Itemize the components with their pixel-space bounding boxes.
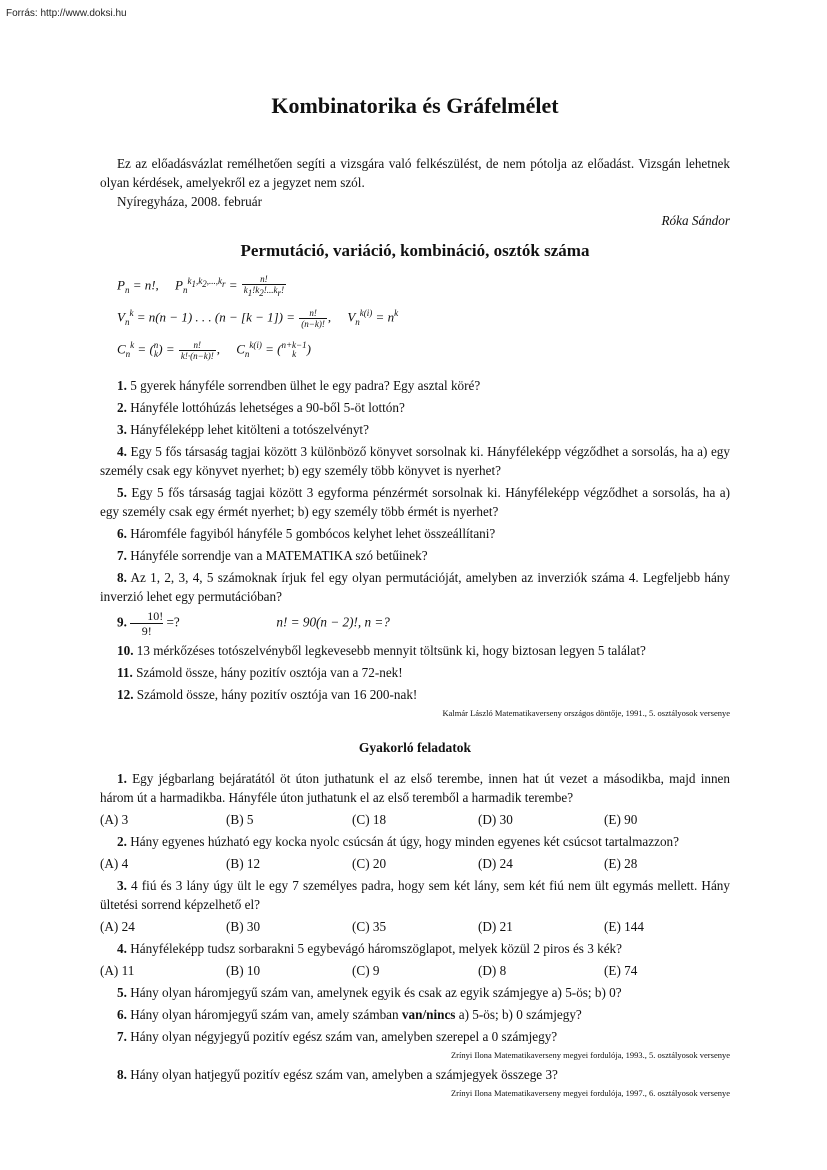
- answer-row-1: (A) 3 (B) 5 (C) 18 (D) 30 (E) 90: [100, 811, 638, 827]
- practice-question-4: 4. Hányféleképp tudsz sorbarakni 5 egybevágó háromszöglapot, melyek közül 2 piros és 3 kék?: [117, 940, 623, 956]
- intro-paragraph: Ez az előadásvázlat remélhetően segíti a vizsgára való felkészülést, de nem pótolja az előadást. Vizsgán lehetnek olyan kérdések, amelyekről ez a jegyzet nem szól.: [100, 156, 730, 190]
- formula-variation: $V_n^k = n(n - 1)$ . . . (n − [k − 1]) = $\frac{n!}{(n-k)!}$ , $V_n^{k(i)} = n^k$: [117, 307, 399, 329]
- question-2: 2. Hányféle lottóhúzás lehetséges a 90-ből 5-öt lottón?: [117, 399, 405, 415]
- citation-2: Zrínyi Ilona Matematikaverseny megyei fordulója, 1993., 5. osztályosok versenye: [450, 1049, 730, 1060]
- answer-row-2: (A) 4 (B) 12 (C) 20 (D) 24 (E) 28: [100, 855, 638, 871]
- question-7: 7. Hányféle sorrendje van a MATEMATIKA szó betűinek?: [117, 547, 428, 563]
- questions-section-2: [100, 769, 730, 1099]
- formula-block: [117, 270, 730, 366]
- section-title-permutations: Permutáció, variáció, kombináció, osztók száma: [240, 241, 590, 260]
- question-4: 4. Egy 5 fős társaság tagjai között 3 különböző könyvet sorsolnak ki. Hányféleképp végződhet a sorsolás, ha a) egy személy csak egy könyvet nyerhet; b) egy személy több könyvet is nyerhet?: [100, 443, 730, 478]
- question-6: 6. Háromféle fagyiból hányféle 5 gombócos kelyhet lehet összeállítani?: [117, 525, 496, 541]
- practice-question-3: 3. 4 fiú és 3 lány úgy ült le egy 7 személyes padra, hogy sem két lány, sem két fiú nem ült egymás mellett. Hány ültetési sorrend képzelhető el?: [100, 877, 730, 912]
- practice-question-6: 6. Hány olyan háromjegyű szám van, amely számban van/nincs a) 5-ös; b) 0 számjegy?: [117, 1006, 582, 1022]
- answer-row-4: (A) 11 (B) 10 (C) 9 (D) 8 (E) 74: [100, 962, 638, 978]
- question-3: 3. Hányféleképp lehet kitölteni a totószelvényt?: [117, 421, 369, 437]
- citation-1: Kalmár László Matematikaverseny országos döntője, 1991., 5. osztályosok versenye: [442, 707, 730, 718]
- questions-section-1: [100, 376, 730, 719]
- document-title: Kombinatorika és Gráfelmélet: [271, 93, 559, 118]
- question-1: 1. 5 gyerek hányféle sorrendben ülhet le egy padra? Egy asztal köré?: [117, 377, 481, 393]
- source-label: Forrás: http://www.doksi.hu: [6, 8, 127, 19]
- section-title-practice: Gyakorló feladatok: [358, 739, 472, 755]
- author-name: Róka Sándor: [661, 213, 730, 228]
- question-9: 9. $\frac{10!}{9!}$ =? n! = 90(n − 2)!, n =?: [117, 608, 390, 638]
- formula-combination: $C_n^k = (n$ k) = $\frac{n!}{k!\cdot(n-k)!}$ , $C_n^{k(i)} = (n+k-1$ k ): [117, 339, 311, 361]
- practice-question-2: 2. Hány egyenes húzható egy kocka nyolc csúcsán át úgy, hogy minden egyenes két csúcsot tartalmazzon?: [117, 833, 679, 849]
- question-11: 11. Számold össze, hány pozitív osztója van a 72-nek!: [117, 664, 403, 680]
- practice-question-5: 5. Hány olyan háromjegyű szám van, amelynek egyik és csak az egyik számjegye a) 5-ös; b) 0?: [117, 984, 622, 1000]
- answer-row-3: (A) 24 (B) 30 (C) 35 (D) 21 (E) 144: [100, 918, 644, 934]
- citation-3: Zrínyi Ilona Matematikaverseny megyei fordulója, 1997., 6. osztályosok versenye: [450, 1087, 730, 1098]
- question-10: 10. 13 mérkőzéses totószelvényből legkevesebb mennyit töltsünk ki, hogy biztosan legyen 5 találat?: [117, 642, 646, 658]
- place-date: Nyíregyháza, 2008. február: [117, 194, 262, 209]
- formula-permutation: $P_n = n$!, $P_n^{k_1,k_2,...,k_r}$ = $\frac{n!}{k_1!k_2!...k_r!}$: [117, 274, 285, 299]
- question-12: 12. Számold össze, hány pozitív osztója van 16 200-nak!: [117, 686, 418, 702]
- practice-question-8: 8. Hány olyan hatjegyű pozitív egész szám van, amelyben a számjegyek összege 3?: [117, 1066, 558, 1082]
- question-8: 8. Az 1, 2, 3, 4, 5 számoknak írjuk fel egy olyan permutációját, amelyben az inverziók száma 4. Legfeljebb hány inverzió lehet egy permutációban?: [100, 569, 730, 604]
- practice-question-1: 1. Egy jégbarlang bejáratától öt úton juthatunk el az első terembe, innen hat út vezet a másodikba, majd innen három út a harmadikba. Hányféle úton juthatunk el az első teremből a harmadik terembe?: [100, 770, 730, 805]
- question-5: 5. Egy 5 fős társaság tagjai között 3 egyforma pénzérmét sorsolnak ki. Hányféleképp végződhet a sorsolás, ha a) egy személy csak egy érmét nyerhet; b) egy személy több érmét is nyerhet?: [100, 484, 731, 519]
- document-page: [100, 92, 730, 1103]
- practice-question-7: 7. Hány olyan négyjegyű pozitív egész szám van, amelyben szerepel a 0 számjegy?: [117, 1028, 558, 1044]
